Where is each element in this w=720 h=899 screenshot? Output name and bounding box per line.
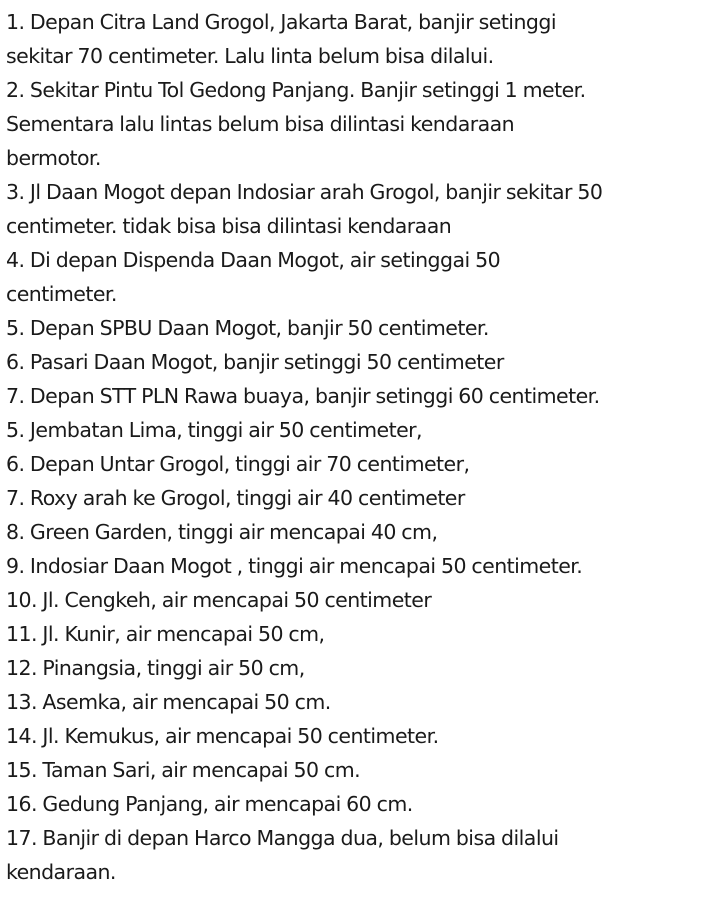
text-line: bermotor.: [6, 146, 101, 170]
text-line: 9. Indosiar Daan Mogot , tinggi air mencapai 50 centimeter.: [6, 554, 583, 578]
text-line: 14. Jl. Kemukus, air mencapai 50 centimeter.: [6, 724, 439, 748]
text-line: 5. Jembatan Lima, tinggi air 50 centimeter,: [6, 418, 422, 442]
text-line: centimeter. tidak bisa bisa dilintasi kendaraan: [6, 214, 452, 238]
text-line: Sementara lalu lintas belum bisa dilintasi kendaraan: [6, 112, 515, 136]
text-line: 7. Depan STT PLN Rawa buaya, banjir setinggi 60 centimeter.: [6, 384, 600, 408]
text-line: centimeter.: [6, 282, 117, 306]
text-line: 3. Jl Daan Mogot depan Indosiar arah Grogol, banjir sekitar 50: [6, 180, 603, 204]
text-line: 8. Green Garden, tinggi air mencapai 40 cm,: [6, 520, 438, 544]
text-line: 12. Pinangsia, tinggi air 50 cm,: [6, 656, 305, 680]
text-line: 6. Depan Untar Grogol, tinggi air 70 centimeter,: [6, 452, 470, 476]
text-line: 16. Gedung Panjang, air mencapai 60 cm.: [6, 792, 413, 816]
text-line: 15. Taman Sari, air mencapai 50 cm.: [6, 758, 361, 782]
text-line: 7. Roxy arah ke Grogol, tinggi air 40 centimeter: [6, 486, 465, 510]
text-line: 4. Di depan Dispenda Daan Mogot, air setinggai 50: [6, 248, 501, 272]
flood-report-text: [6, 5, 718, 889]
text-line: 6. Pasari Daan Mogot, banjir setinggi 50 centimeter: [6, 350, 504, 374]
text-line: 2. Sekitar Pintu Tol Gedong Panjang. Banjir setinggi 1 meter.: [6, 78, 586, 102]
text-line: kendaraan.: [6, 860, 116, 884]
text-line: 5. Depan SPBU Daan Mogot, banjir 50 centimeter.: [6, 316, 489, 340]
text-line: 10. Jl. Cengkeh, air mencapai 50 centimeter: [6, 588, 432, 612]
text-line: 17. Banjir di depan Harco Mangga dua, belum bisa dilalui: [6, 826, 559, 850]
text-line: 13. Asemka, air mencapai 50 cm.: [6, 690, 331, 714]
text-line: 1. Depan Citra Land Grogol, Jakarta Barat, banjir setinggi: [6, 10, 556, 34]
text-line: sekitar 70 centimeter. Lalu linta belum bisa dilalui.: [6, 44, 494, 68]
text-line: 11. Jl. Kunir, air mencapai 50 cm,: [6, 622, 325, 646]
